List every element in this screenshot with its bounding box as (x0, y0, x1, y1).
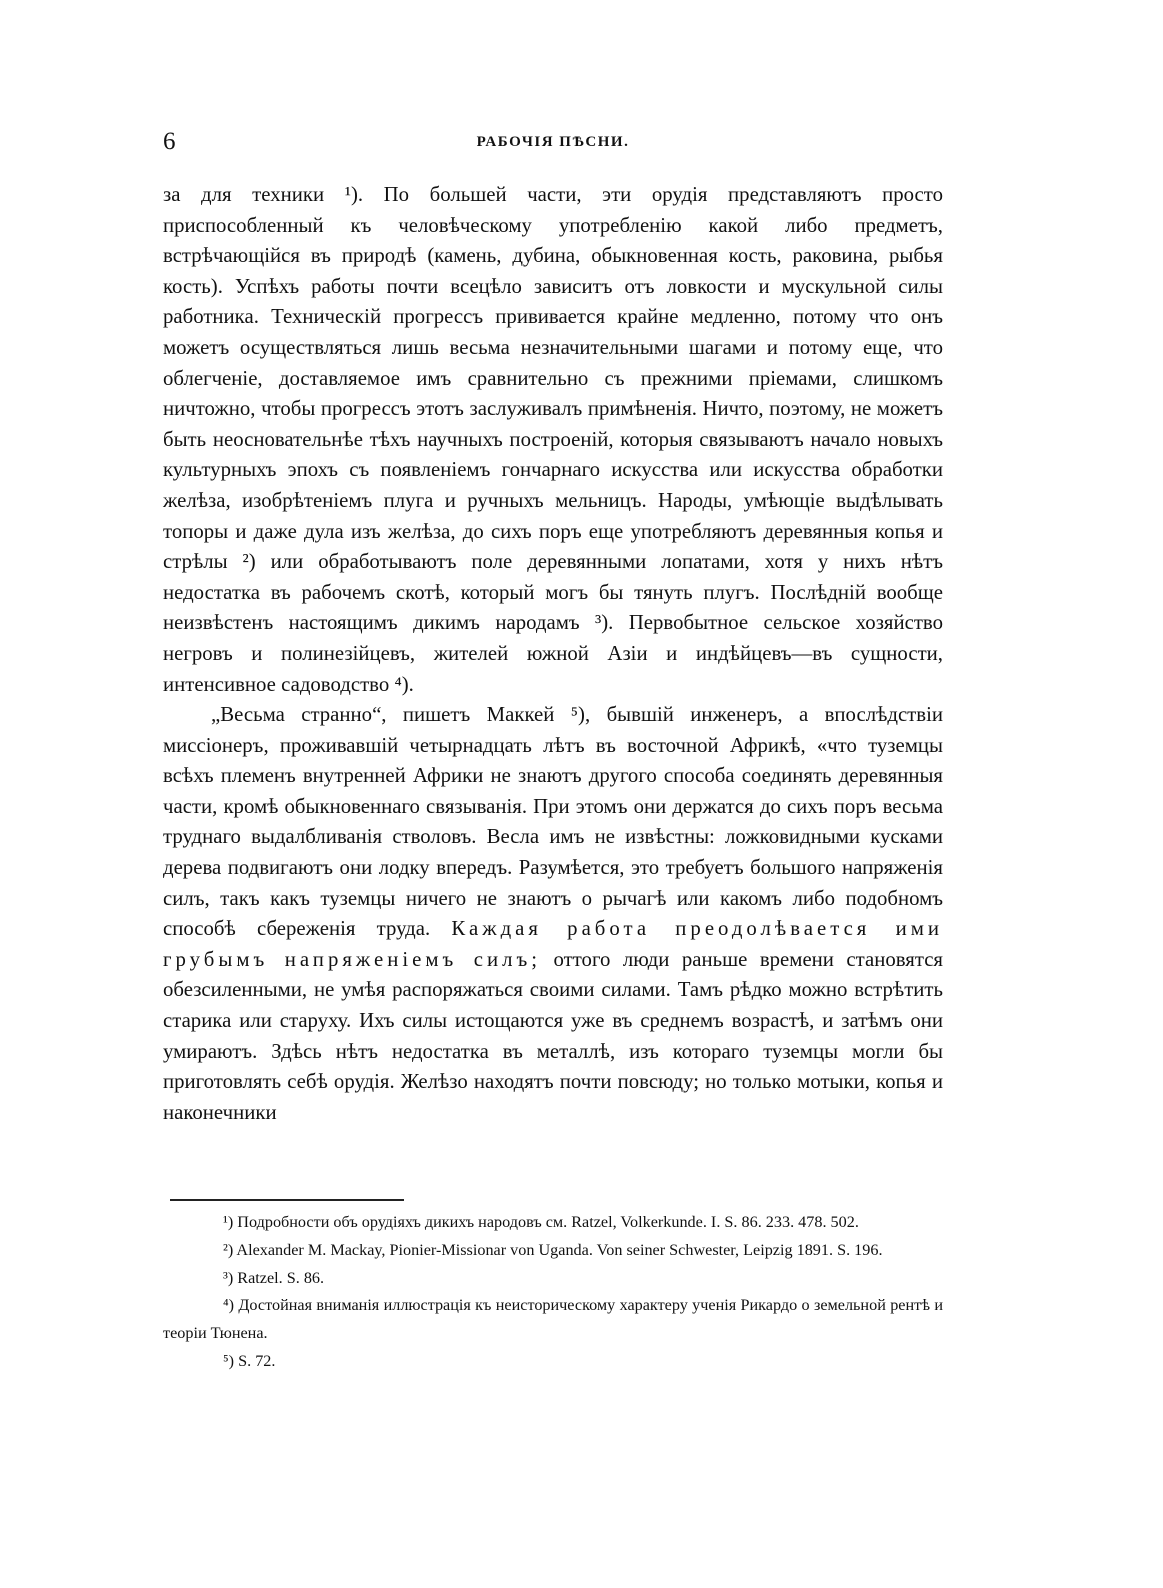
main-text (163, 180, 943, 1128)
running-title: РАБОЧІЯ ПѢСНИ. (476, 134, 630, 150)
footnote-marker: ³) (223, 1268, 234, 1287)
footnote-text: Alexander M. Mackay, Pionier-Missionar von Uganda. Von seiner Schwester, Leipzig 1891. S. 196. (236, 1240, 883, 1259)
footnote (163, 1292, 943, 1348)
paragraph-2 (163, 700, 943, 1128)
footnote-marker: ²) (223, 1240, 234, 1259)
footnote-marker: ⁴) (223, 1296, 235, 1315)
paragraph-2-part-1: „Весьма странно“, пишетъ Маккей ⁵), бывшій инженеръ, а впослѣдствіи миссіонеръ, проживавшій четырнадцать лѣтъ въ восточной Африкѣ, «что туземцы всѣхъ племенъ внутренней Африки не знаютъ другого способа соединять деревянныя части, кромѣ обыкновеннаго связыванія. При этомъ они держатся до сихъ поръ весьма труднаго выдалбливанія стволовъ. Весла имъ не извѣстны: ложковидными кусками дерева подвигаютъ они лодку впередъ. Разумѣется, это требуетъ большого напряженія силъ, такъ какъ туземцы ничего не знаютъ о рычагѣ или какомъ либо подобномъ способѣ сбереженія труда. (163, 703, 943, 941)
footnote-marker: ⁵) (223, 1351, 235, 1370)
footnote (163, 1265, 943, 1293)
footnote (163, 1209, 943, 1237)
paragraph-2-part-2: оттого люди раньше времени становятся обезсиленными, не умѣя распоряжаться своими силами. Тамъ рѣдко можно встрѣтить старика или старуху. Ихъ силы истощаются уже въ среднемъ возрастѣ, и затѣмъ они умираютъ. Здѣсь нѣтъ недостатка въ металлѣ, изъ котораго туземцы могли бы приготовлять себѣ орудія. Желѣзо находятъ почти повсюду; но только мотыки, копья и наконечники (163, 947, 943, 1124)
footnote-text: Достойная вниманія иллюстрація къ неисторическому характеру ученія Рикардо о земельной рентѣ и теоріи Тюнена. (163, 1296, 943, 1343)
footnote-text: Подробности объ орудіяхъ дикихъ народовъ см. Ratzel, Volkerkunde. I. S. 86. 233. 478. 502. (237, 1213, 859, 1231)
paragraph-1: за для техники ¹). По большей части, эти орудія представляютъ просто приспособленный къ человѣческому употребленію какой либо предметъ, встрѣчающійся въ природѣ (камень, дубина, обыкновенная кость, раковина, рыбья кость). Успѣхъ работы почти всецѣло зависитъ отъ ловкости и мускульной силы работника. Техническій прогрессъ прививается крайне медленно, потому что онъ можетъ осуществляться лишь весьма незначительными шагами и потому еще, что облегченіе, доставляемое имъ сравнительно съ прежними пріемами, слишкомъ ничтожно, чтобы прогрессъ этотъ заслуживалъ примѣненія. Ничто, поэтому, не можетъ быть неосновательнѣе тѣхъ научныхъ построеній, которыя связываютъ начало новыхъ культурныхъ эпохъ съ появленіемъ гончарнаго искусства или искусства обработки желѣза, изобрѣтеніемъ плуга и ручныхъ мельницъ. Народы, умѣющіе выдѣлывать топоры и даже дула изъ желѣза, до сихъ поръ еще употребляютъ деревянныя копья и стрѣлы ²) или обработываютъ поле деревянными лопатами, хотя у нихъ нѣтъ недостатка въ рабочемъ скотѣ, который могъ бы тянуть плугъ. Послѣдній вообще неизвѣстенъ настоящимъ дикимъ народамъ ³). Первобытное сельское хозяйство негровъ и полинезійцевъ, жителей южной Азіи и индѣйцевъ—въ сущности, интенсивное садоводство ⁴). (163, 183, 943, 696)
footnote (163, 1348, 943, 1376)
footnotes (163, 1209, 943, 1376)
page-header (163, 128, 943, 160)
footnote (163, 1237, 943, 1265)
emphasized-phrase: Каждая работа преодолѣвается ими грубымъ напряженіемъ силъ; (163, 917, 943, 971)
footnote-marker: ¹) (223, 1213, 234, 1231)
footnote-divider (170, 1199, 404, 1201)
page-number: 6 (163, 128, 176, 155)
footnote-text: S. 72. (238, 1351, 276, 1370)
footnote-text: Ratzel. S. 86. (237, 1268, 325, 1287)
